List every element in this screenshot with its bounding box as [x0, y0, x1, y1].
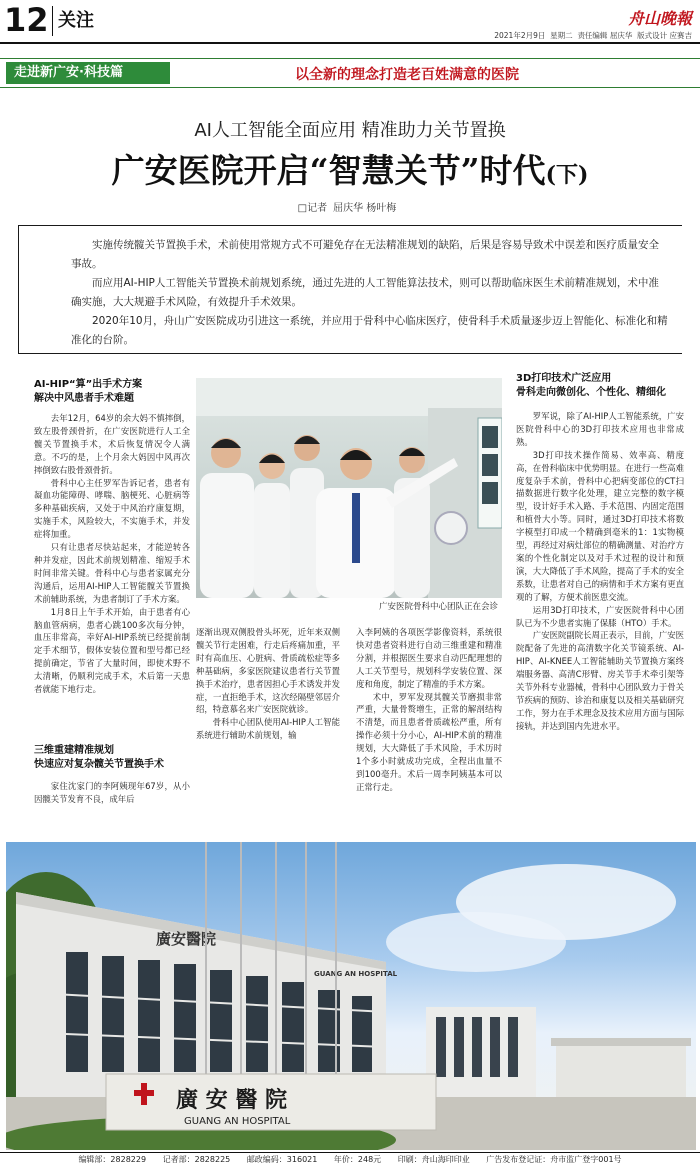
designer-credit: 版式设计 应赛吉	[637, 31, 692, 40]
newspaper-logo: 舟山晚報	[627, 9, 692, 28]
editor-credit: 责任编辑 屈庆华	[577, 31, 633, 40]
col3-text	[356, 626, 502, 806]
section-title: 关注	[58, 10, 94, 31]
lead-paragraph: 而应用AI-HIP人工智能关节置换术前规划系统，通过先进的人工智能算法技术，则可以帮助临床医生术前精准规划，术中准确实施，大大规避手术风险，有效提升手术效果。	[71, 277, 659, 308]
page-header	[0, 0, 700, 44]
page-number: 12	[4, 1, 49, 39]
col1-heading2-line1: 三维重建精准规划	[34, 745, 114, 756]
col1-text	[34, 412, 190, 742]
col1-heading-line1: AI-HIP“算”出手术方案	[34, 379, 143, 390]
series-band	[0, 58, 700, 88]
article-subtitle: AI人工智能全面应用 精准助力关节置换	[194, 120, 506, 141]
byline-names: 屈庆华 杨叶梅	[333, 203, 397, 214]
col1-paragraph: 骨科中心主任罗军告诉记者，患者有凝血功能障碍、哮喘、脑梗死、心脏病等多种基础疾病，又处于中风治疗康复期，实施手术，风险较大，不实施手术，并发症将加重。	[34, 477, 190, 540]
col4-paragraph: 广安医院副院长周正表示，目前，广安医院配备了先进的高清数字化关节镜系统、AI-HIP、AI-KNEE人工智能辅助关节置换方案终端服务器、高清C形臂、房关节手术牵引架等关节外科专业器械，骨科中心团队致力于骨关节疾病的预防、诊治和康复以及相关基础研究工作，努力在手术理念及技术应用方面与国际接轨，并达到国内先进水平。	[516, 630, 684, 731]
hospital-building-illustration	[6, 842, 696, 1150]
lead-rule	[18, 353, 682, 354]
col2-paragraph: 骨科中心团队使用AI-HIP人工智能系统进行辅助术前规划，输	[196, 717, 340, 741]
headline-text: 广安医院开启“智慧关节”时代	[111, 151, 546, 190]
col2-text	[196, 626, 340, 806]
col1-heading-line2: 解决中风患者手术难题	[34, 393, 134, 404]
lead-paragraph: 实施传统髋关节置换手术，术前使用常规方式不可避免存在无法精准规划的缺陷，后果是容易导致术中误差和医疗质量安全事故。	[71, 239, 659, 270]
footer-edit-dept: 编辑部：2828229	[78, 1155, 147, 1164]
lead-box	[18, 225, 682, 353]
col1-heading	[34, 378, 194, 406]
issue-date: 2021年2月9日	[494, 31, 546, 40]
byline	[0, 199, 700, 214]
article-headline	[0, 145, 700, 192]
footer-ad-license: 广告发布登记证：舟市监广登字001号	[486, 1155, 622, 1164]
col3-paragraph: 入李阿姨的各项医学影像资料，系统很快对患者资料进行自动三维重建和精准分割，并根据医生要求自动匹配理想的人工关节型号，规划科学安装位置、深度和角度，制定了精准的手术方案。	[356, 627, 502, 689]
col4-paragraph: 罗军说，除了AI-HIP人工智能系统，广安医院骨科中心的3D打印技术应用也非常成熟。	[516, 411, 684, 447]
footer-printer: 印刷：舟山海印印业	[397, 1155, 470, 1164]
lead-paragraph: 2020年10月，舟山广安医院成功引进这一系统，并应用于骨科中心临床医疗，使骨科手术质量逐步迈上智能化、标准化和精准化的台阶。	[71, 315, 668, 346]
header-divider	[52, 6, 53, 36]
col4-paragraph: 运用3D打印技术，广安医院骨科中心团队已为不少患者实施了保膝（HTO）手术。	[516, 604, 684, 628]
gate-name-en: GUANG AN HOSPITAL	[184, 1116, 291, 1127]
series-slogan: 以全新的理念打造老百姓满意的医院	[295, 67, 519, 83]
col1-paragraph: 家住沈家门的李阿姨现年67岁，从小因髋关节发育不良，成年后	[34, 781, 190, 804]
col1-heading2-line2: 快速应对复杂髋关节置换手术	[34, 759, 164, 770]
col1-paragraph: 去年12月，64岁的余大妈不慎摔倒，致左股骨颈骨折，在广安医院进行人工全髋关节置换手术，术后恢复情况令人满意。不巧的是，上个月余大妈因中风再次摔倒致右股骨颈骨折。	[34, 413, 190, 475]
col4-heading-line2: 骨科走向微创化、个性化、精细化	[516, 387, 666, 398]
hospital-building-photo	[6, 842, 696, 1150]
building-name-en: GUANG AN HOSPITAL	[314, 970, 398, 978]
building-name-cn: 廣安醫院	[156, 930, 217, 948]
headline-suffix: (下)	[545, 162, 589, 188]
col1-paragraph: 1月8日上午手术开始，由于患者有心脑血管病病，患者心跳100多次每分钟，血压非常高，幸好AI-HIP系统已经提前制定手术细节，假体安装位置和型号都已经提前确定，节省了大量时间，即使术野不太清晰，仍顺利完成手术，术后第一天患者就能下地行走。	[34, 606, 190, 695]
col1-heading-2	[34, 744, 194, 772]
col2-paragraph: 逐渐出现双侧股骨头坏死，近年来双侧髋关节行走困难，行走后疼痛加重，平时有高血压、心脏病、骨质疏松症等多种基础病，多家医院建议患者行关节置换手术治疗，患者因担心手术诱发并发症，一直拒绝手术，这次经隔壁邻居介绍，特意慕名来广安医院就诊。	[196, 627, 340, 715]
col3-paragraph: 术中，罗军发现其髋关节磨损非常严重，大量骨赘增生，正常的解剖结构不清楚，而且患者骨质疏松严重，所有操作必须十分小心，AI-HIP术前的精准规划，大大降低了手术风险，手术历时1个多小时就成功完成，全程出血量不到100毫升。术后一周李阿姨基本可以正常行走。	[356, 691, 502, 792]
footer-reporter-dept: 记者部：2828225	[162, 1155, 231, 1164]
gate-name-cn: 廣 安 醫 院	[176, 1087, 287, 1113]
col4-heading	[516, 372, 686, 400]
byline-mark: □记者	[297, 203, 328, 214]
col4-paragraph: 3D打印技术操作简易、效率高、精度高，在骨科临床中优势明显。在进行一些高难度复杂手术前，骨科中心把病变部位的CT扫描数据进行数字化处理，建立完整的数字模型，设计好手术入路、手术范围、内固定范围和植骨大小等。同时，通过3D打印技术将数字模型打印成一个精确到毫米的1：1实物模型，再经过对病灶部位的精确测量、对治疗方案的个性化制定以及对手术过程的设计和预演，大大降低了手术风险，提高了手术的安全系数，让患者对自己的病情和手术方案有更直观的了解，方便术前医患交流。	[516, 449, 684, 602]
team-photo-illustration	[196, 378, 502, 598]
page-footer	[0, 1152, 700, 1167]
col1-paragraph: 只有让患者尽快站起来，才能逆转各种并发症，因此术前规划精准、缩短手术时间非常关键。骨科中心与患者家属充分沟通后，运用AI-HIP人工智能髋关节置换术前辅助系统，为患者制订了手术方案。	[34, 542, 190, 604]
series-label: 走进新广安·科技篇	[6, 62, 170, 84]
footer-price: 年价：248元	[333, 1155, 382, 1164]
col1-text-2	[34, 780, 190, 808]
photo-caption: 广安医院骨科中心团队正在会诊	[378, 602, 498, 612]
header-meta	[494, 30, 692, 41]
issue-weekday: 星期二	[550, 31, 573, 40]
col4-heading-line1: 3D打印技术广泛应用	[516, 373, 612, 384]
team-photo	[196, 378, 502, 598]
col4-text	[516, 410, 684, 836]
footer-postcode: 邮政编码：316021	[246, 1155, 318, 1164]
